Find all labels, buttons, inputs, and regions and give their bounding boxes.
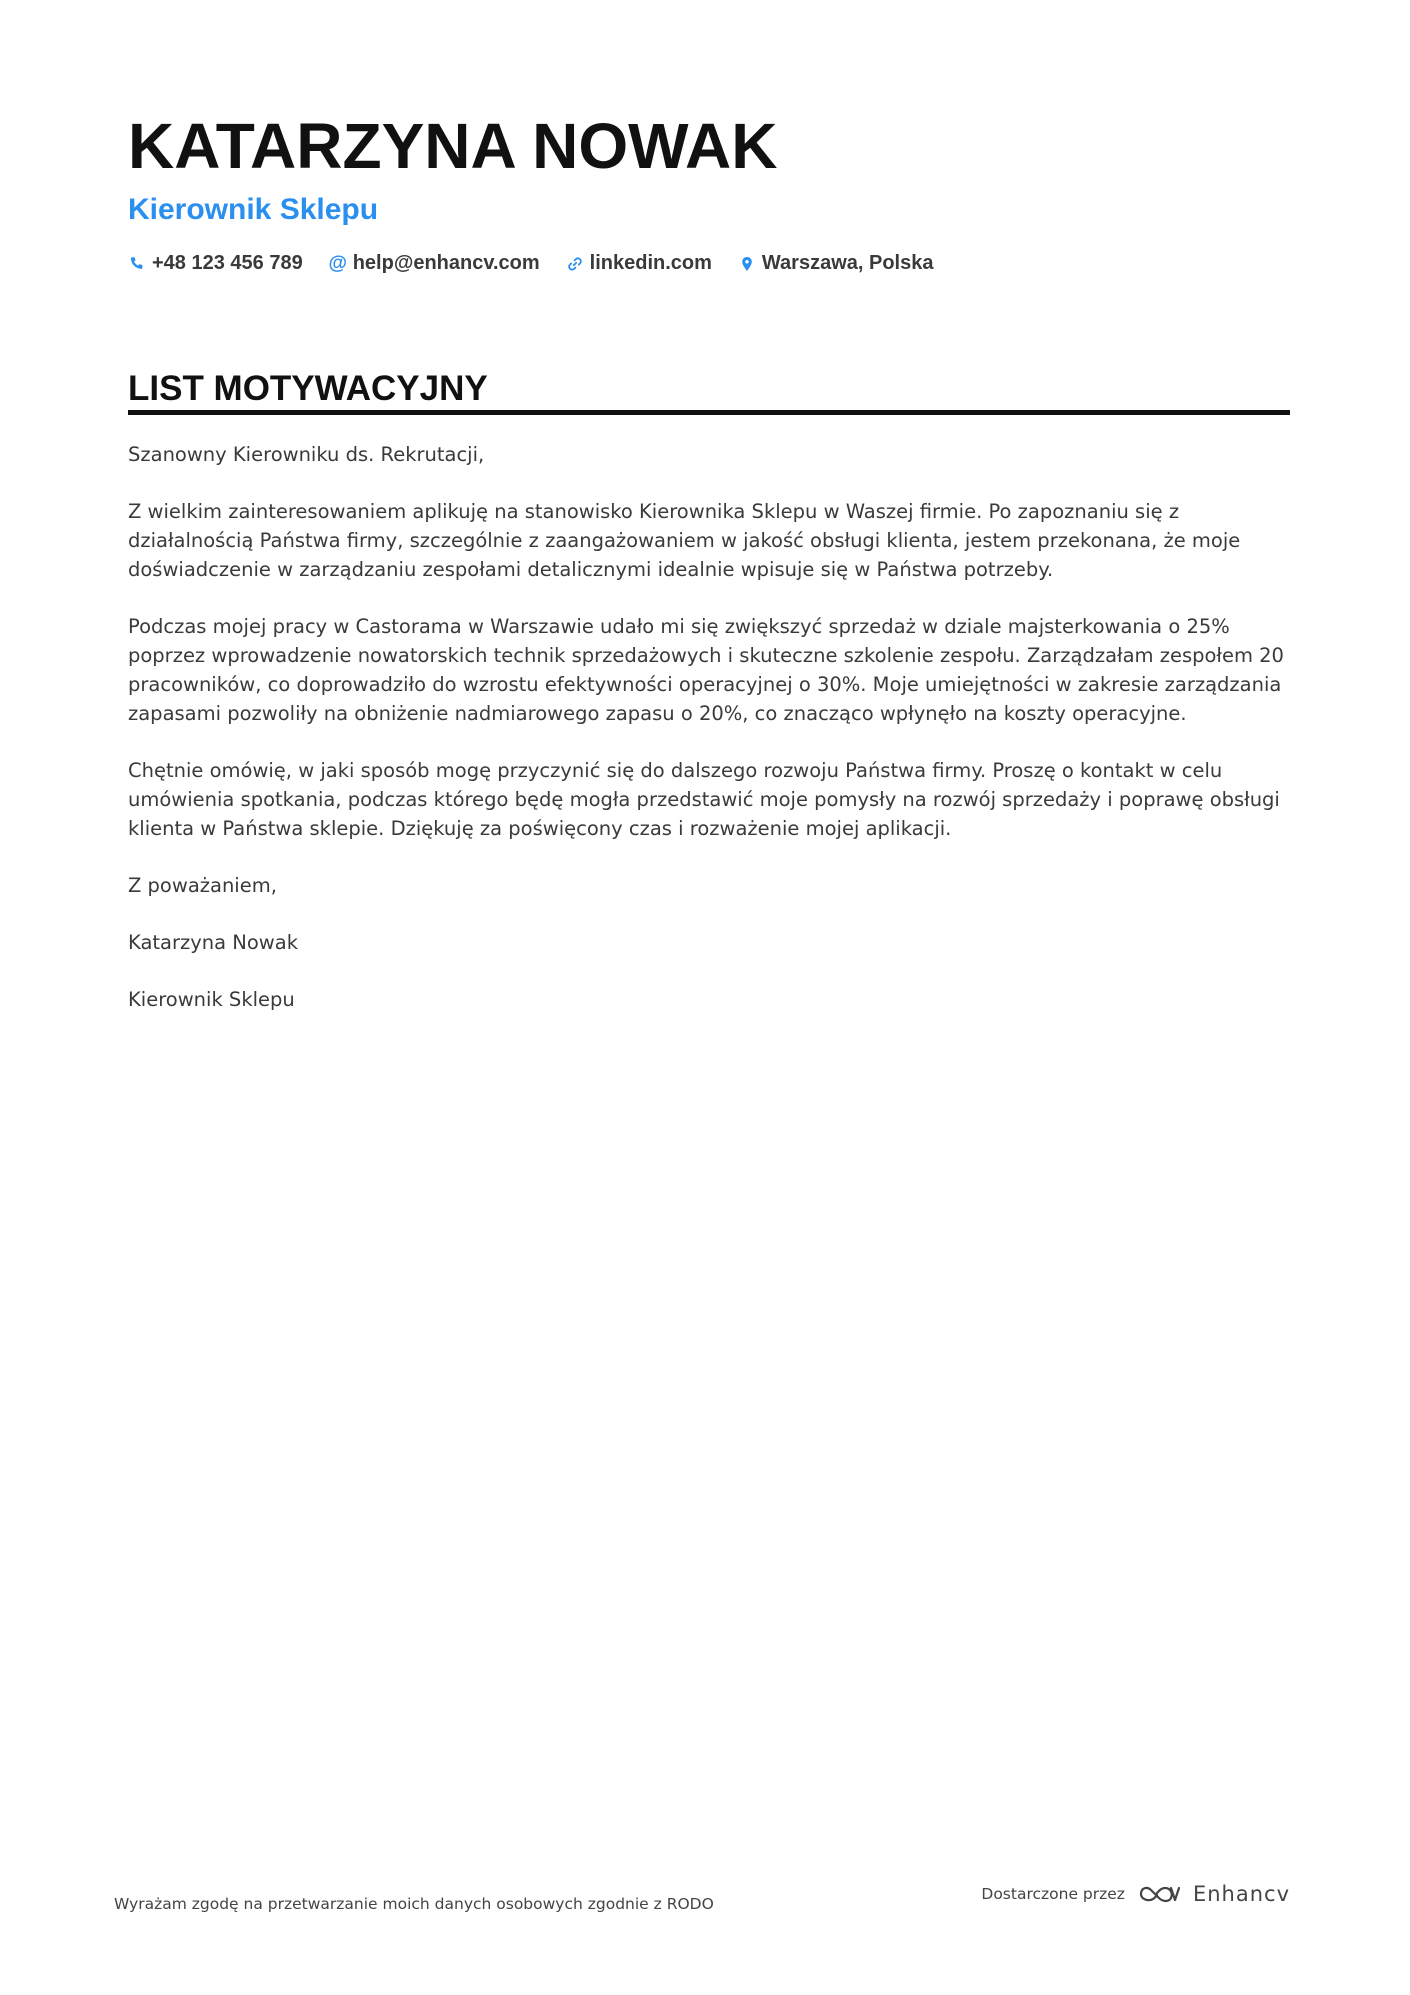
phone-icon	[128, 255, 146, 273]
letter-paragraph: Z wielkim zainteresowaniem aplikuję na stanowisko Kierownika Sklepu w Waszej firmie. Po zapoznaniu się z działalnością Państwa firmy, szczególnie z zaangażowaniem w jakość obsługi klienta, jestem przekonana, że moje doświadczenie w zarządzaniu zespołami detalicznymi idealnie wpisuje się w Państwa potrzeby.	[128, 500, 1241, 581]
contact-phone[interactable]	[128, 252, 303, 275]
signature-role: Kierownik Sklepu	[128, 988, 295, 1011]
letter-paragraph: Podczas mojej pracy w Castorama w Warszawie udało mi się zwiększyć sprzedaż w dziale majsterkowania o 25% poprzez wprowadzenie nowatorskich technik sprzedażowych i skuteczne szkolenie zespołu. Zarządzałam zespołem 20 pracowników, co doprowadziło do wzrostu efektywności operacyjnej o 30%. Moje umiejętności w zakresie zarządzania zapasami pozwoliły na obniżenie nadmiarowego zapasu o 20%, co znacząco wpłynęło na koszty operacyjne.	[128, 615, 1284, 725]
contact-phone-text: +48 123 456 789	[152, 252, 303, 274]
enhancv-logo-icon	[1137, 1882, 1183, 1906]
letter-body	[128, 440, 1290, 1042]
contact-email[interactable]	[329, 252, 540, 275]
contact-location-text: Warszawa, Polska	[761, 252, 934, 274]
candidate-role: Kierownik Sklepu	[128, 193, 379, 226]
candidate-name: KATARZYNA NOWAK	[128, 110, 778, 182]
signature-name: Katarzyna Nowak	[128, 931, 298, 954]
letter-closing: Z poważaniem,	[128, 874, 277, 897]
contact-linkedin[interactable]	[566, 252, 712, 275]
contact-location	[738, 252, 934, 275]
letter-greeting: Szanowny Kierowniku ds. Rekrutacji,	[128, 443, 485, 466]
gdpr-consent: Wyrażam zgodę na przetwarzanie moich danych osobowych zgodnie z RODO	[114, 1895, 714, 1913]
enhancv-wordmark: Enhancv	[1192, 1882, 1290, 1906]
at-icon: @	[328, 252, 347, 274]
powered-by-label: Dostarczone przez	[981, 1885, 1125, 1903]
powered-by[interactable]	[981, 1882, 1290, 1906]
section-divider	[128, 410, 1290, 415]
location-pin-icon	[738, 255, 756, 273]
contact-linkedin-text: linkedin.com	[589, 252, 712, 274]
letter-paragraph: Chętnie omówię, w jaki sposób mogę przyczynić się do dalszego rozwoju Państwa firmy. Proszę o kontakt w celu umówienia spotkania, podczas którego będę mogła przedstawić moje pomysły na rozwój sprzedaży i poprawę obsługi klienta w Państwa sklepie. Dziękuję za poświęcony czas i rozważenie mojej aplikacji.	[128, 759, 1280, 840]
contact-email-text: help@enhancv.com	[352, 252, 540, 274]
section-title: LIST MOTYWACYJNY	[128, 369, 488, 408]
contact-bar	[128, 252, 959, 275]
link-icon	[566, 255, 584, 273]
